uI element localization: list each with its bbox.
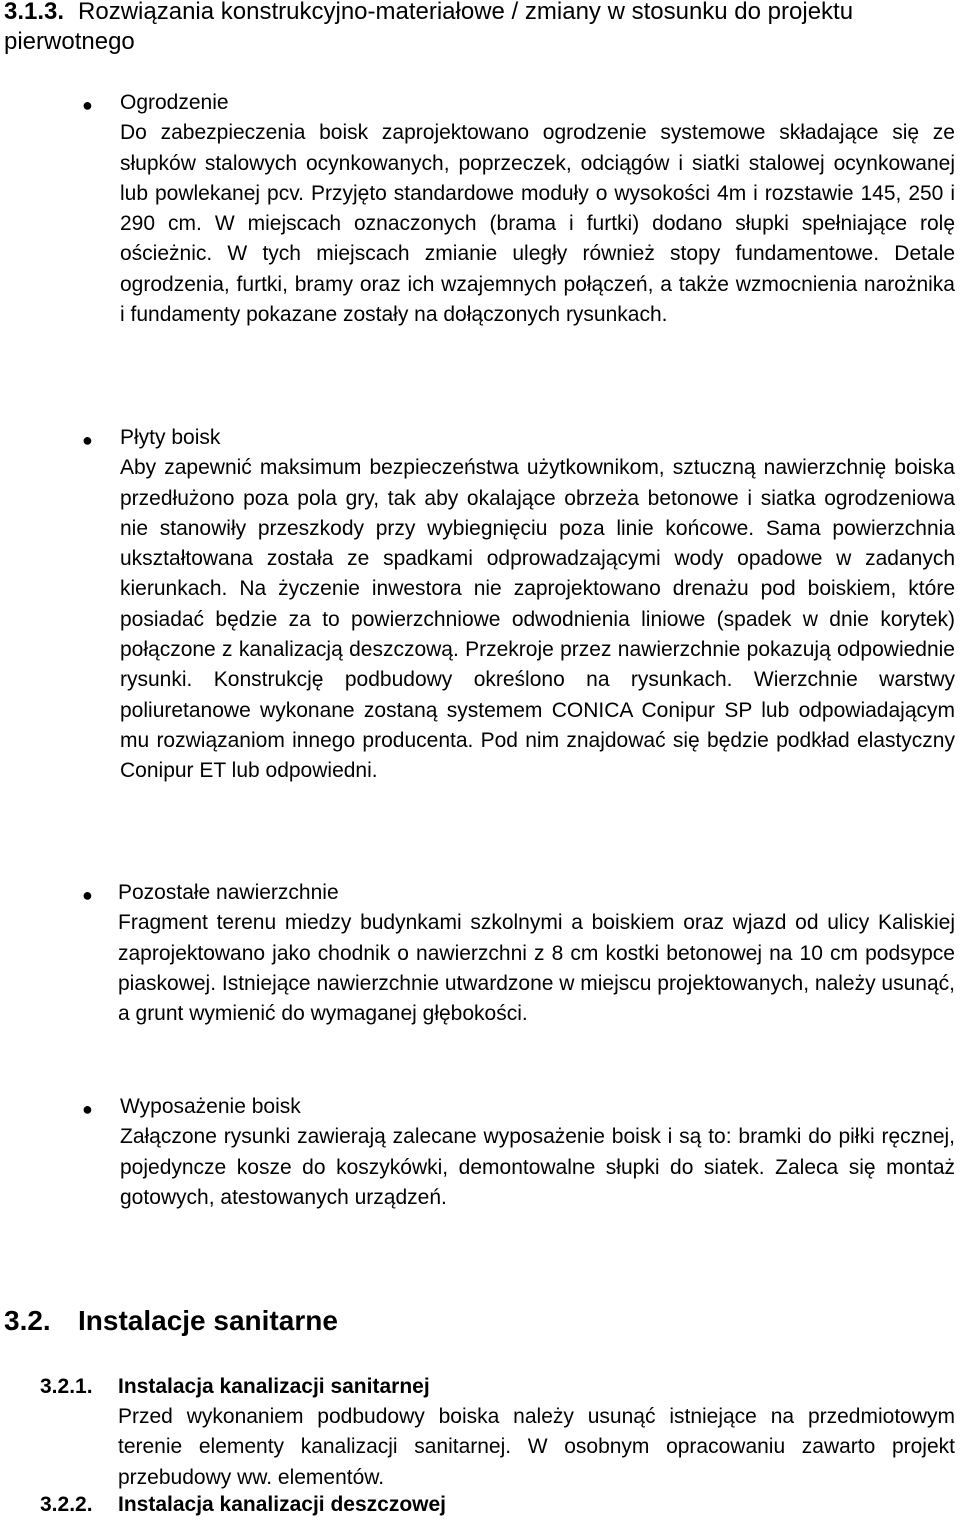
section-title: Instalacja kanalizacji sanitarnej — [118, 1375, 430, 1398]
bullet-icon: ● — [82, 885, 93, 905]
section-heading-3-2-1 — [40, 1373, 430, 1401]
list-item-title: Pozostałe nawierzchnie — [118, 881, 339, 904]
list-item-ogrodzenie — [120, 88, 955, 330]
section-title: Rozwiązania konstrukcyjno-materiałowe / zmiany w stosunku do projektu pierwotnego — [4, 0, 854, 55]
section-heading-3-2-2 — [40, 1491, 446, 1519]
list-item-text: Załączone rysunki zawierają zalecane wyposażenie boisk i są to: bramki do piłki ręcznej, pojedyncze kosze do koszykówki, demontowalne słupki do siatek. Zaleca się montaż gotowych, atestowanych urządzeń. — [120, 1125, 955, 1209]
list-item-text: Fragment terenu miedzy budynkami szkolnymi a boiskiem oraz wjazd od ulicy Kaliskiej zaprojektowano jako chodnik o nawierzchni z 8 cm kostki betonowej na 10 cm podsypce piaskowej. Istniejące nawierzchnie utwardzone w miejscu projektowanych, należy usunąć, a grunt wymienić do wymaganej głębokości. — [118, 911, 955, 1026]
bullet-icon: ● — [82, 1099, 93, 1119]
bullet-icon: ● — [82, 95, 93, 115]
list-item-pozostale-nawierzchnie — [118, 878, 955, 1029]
list-item-title: Wyposażenie boisk — [120, 1095, 301, 1118]
list-item-title: Ogrodzenie — [120, 91, 229, 114]
list-item-text: Do zabezpieczenia boisk zaprojektowano ogrodzenie systemowe składające się ze słupków stalowych ocynkowanych, poprzeczek, odciągów i siatki stalowej ocynkowanej lub powlekanej pcv. Przyjęto standardowe moduły o wysokości 4m i rozstawie 145, 250 i 290 cm. W miejscach oznaczonych (brama i furtki) dodano słupki spełniające rolę ościeżnic. W tych miejscach zmianie uległy również stopy fundamentowe. Detale ogrodzenia, furtki, bramy oraz ich wzajemnych połączeń, a także wzmocnienia narożnika i fundamenty pokazane zostały na dołączonych rysunkach. — [120, 121, 955, 327]
list-item-text: Aby zapewnić maksimum bezpieczeństwa użytkownikom, sztuczną nawierzchnię boiska przedłużono poza pola gry, tak aby okalające obrzeża betonowe i siatka ogrodzeniowa nie stanowiły przeszkody przy wybiegnięciu poza linie końcowe. Samа powierzchnia ukształtowana została ze spadkami odprowadzającymi wody opadowe w zadanych kierunkach. Na życzenie inwestora nie zaprojektowano drenażu pod boiskiem, które posiadać będzie za to powierzchniowe odwodnienia liniowe (spadek w dnie korytek) połączone z kanalizacją deszczową. Przekroje przez nawierzchnie pokazują odpowiednie rysunki. Konstrukcję podbudowy określono na rysunkach. Wierzchnie warstwy poliuretanowe wykonane zostaną systemem CONICA Conipur SP lub odpowiadającym mu rozwiązaniom innego producenta. Pod nim znajdować się będzie podkład elastyczny Conipur ET lub odpowiedni. — [120, 456, 955, 783]
list-item-wyposazenie-boisk — [120, 1092, 955, 1213]
section-3-2-1-text: Przed wykonaniem podbudowy boiska należy usunąć istniejące na przedmiotowym terenie elementy kanalizacji sanitarnej. W osobnym opracowaniu zawarto projekt przebudowy ww. elementów. — [118, 1405, 955, 1489]
section-heading-3-1-3 — [4, 0, 954, 57]
list-item-title: Płyty boisk — [120, 426, 221, 449]
section-heading-3-2 — [4, 1303, 338, 1339]
section-number: 3.2. — [4, 1305, 51, 1336]
section-number: 3.2.1. — [40, 1375, 93, 1398]
list-item-plyty-boisk — [120, 423, 955, 787]
section-number: 3.2.2. — [40, 1493, 93, 1516]
section-title: Instalacja kanalizacji deszczowej — [118, 1493, 446, 1516]
bullet-icon: ● — [82, 430, 93, 450]
section-number: 3.1.3. — [4, 0, 65, 25]
section-title: Instalacje sanitarne — [78, 1305, 338, 1336]
